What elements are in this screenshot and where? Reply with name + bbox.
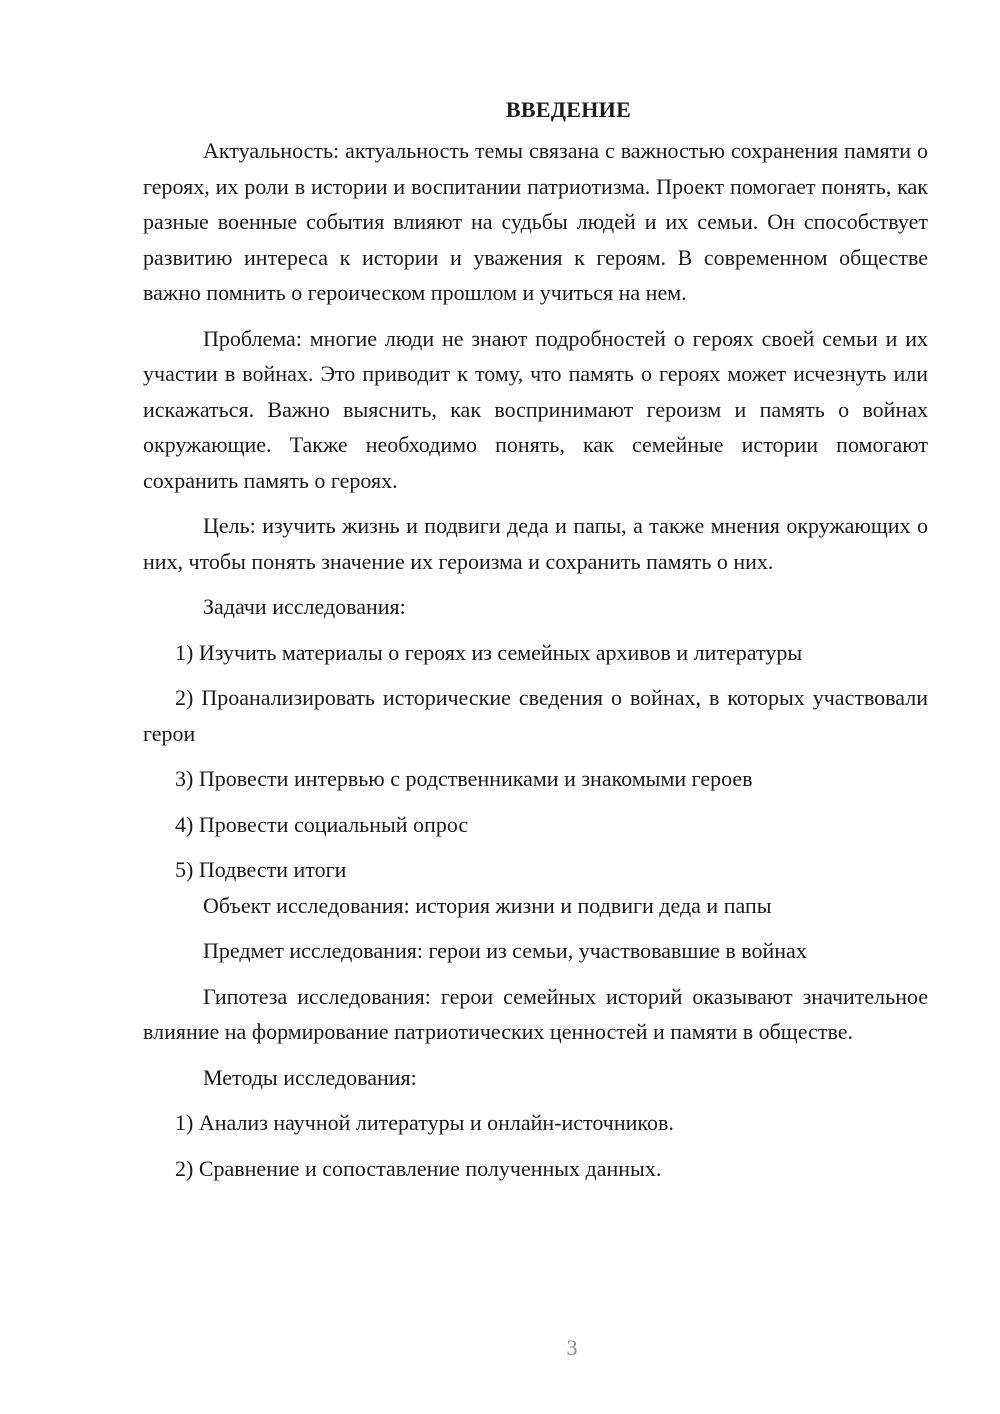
- tasks-heading: Задачи исследования:: [203, 594, 406, 619]
- task-item-3: 3) Провести интервью с родственниками и знакомыми героев: [175, 766, 753, 791]
- relevance-paragraph: Актуальность: актуальность темы связана с важностью сохранения памяти о героях, их роли в истории и воспитании патриотизма. Проект помогает понять, как разные военные события влияют на судьбы людей и их семьи. Он способствует развитию интереса к истории и уважения к героям. В современном обществе важно помнить о героическом прошлом и учиться на нем.: [143, 138, 928, 305]
- task-item-4: 4) Провести социальный опрос: [175, 811, 469, 837]
- section-title: ВВЕДЕНИЕ: [505, 97, 632, 122]
- methods-heading: Методы исследования:: [203, 1064, 417, 1090]
- task-item-2: 2) Проанализировать исторические сведения о войнах, в которых участвовали герои: [143, 685, 928, 746]
- page-number: 3: [566, 1335, 578, 1360]
- method-item-2: 2) Сравнение и сопоставление полученных данных.: [175, 1155, 662, 1181]
- object-line: Объект исследования: история жизни и подвиги деда и папы: [203, 892, 772, 918]
- hypothesis-paragraph: Гипотеза исследования: герои семейных историй оказывают значительное влияние на формирование патриотических ценностей и памяти в обществе.: [143, 983, 928, 1044]
- problem-paragraph: Проблема: многие люди не знают подробностей о героях своей семьи и их участии в войнах. Это приводит к тому, что память о героях может исчезнуть или искажаться. Важно выяснить, как воспринимают героизм и память о войнах окружающие. Также необходимо понять, как семейные истории помогают сохранить память о героях.: [143, 325, 928, 493]
- subject-line: Предмет исследования: герои из семьи, участвовавшие в войнах: [203, 938, 807, 963]
- goal-paragraph: Цель: изучить жизнь и подвиги деда и папы, а также мнения окружающих о них, чтобы понять значение их героизма и сохранить память о них.: [143, 513, 928, 574]
- task-item-1: 1) Изучить материалы о героях из семейных архивов и литературы: [175, 639, 803, 665]
- method-item-1: 1) Анализ научной литературы и онлайн-источников.: [175, 1110, 674, 1135]
- task-item-5: 5) Подвести итоги: [175, 857, 347, 882]
- document-page: [143, 95, 928, 1196]
